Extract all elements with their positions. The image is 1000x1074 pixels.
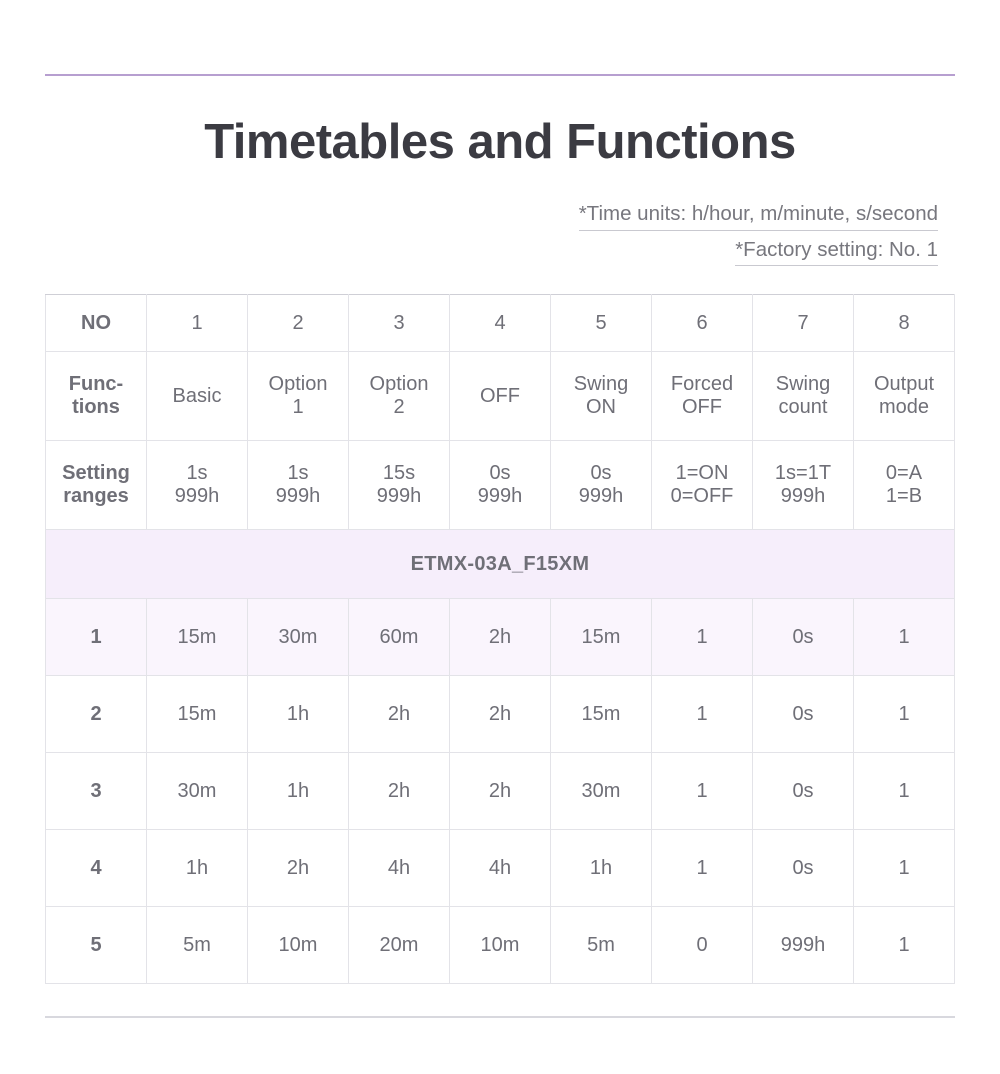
function-line1: Forced: [670, 373, 734, 396]
cell: 2h: [450, 753, 551, 830]
notes-block: [45, 201, 955, 272]
cell: 0s: [753, 676, 854, 753]
function-line1: Basic: [172, 384, 222, 407]
cell: 1h: [551, 830, 652, 907]
function-cell-8: [854, 352, 955, 441]
bottom-divider: [45, 1016, 955, 1018]
cell: 10m: [248, 907, 349, 984]
col-header-7: 7: [753, 295, 854, 352]
table-row: [46, 753, 955, 830]
table-row: [46, 907, 955, 984]
cell: 1: [854, 676, 955, 753]
cell: 10m: [450, 907, 551, 984]
cell: 4h: [349, 830, 450, 907]
cell: 0s: [753, 830, 854, 907]
range-line2: 999h: [780, 485, 826, 508]
range-line2: 1=B: [885, 485, 923, 508]
function-line1: Option: [369, 373, 429, 396]
function-line1: Output: [873, 373, 935, 396]
function-line1: OFF: [480, 384, 520, 407]
cell: 30m: [248, 599, 349, 676]
function-cell-3: [349, 352, 450, 441]
range-line2: 999h: [477, 485, 523, 508]
row-index: 5: [46, 907, 147, 984]
function-cell-7: [753, 352, 854, 441]
col-header-6: 6: [652, 295, 753, 352]
model-name: ETMX-03A_F15XM: [46, 530, 955, 599]
function-line2: 2: [393, 396, 405, 419]
range-line1: 0s: [489, 462, 511, 485]
cell: 2h: [450, 599, 551, 676]
range-line2: 0=OFF: [670, 485, 734, 508]
range-line2: 999h: [174, 485, 220, 508]
cell: 999h: [753, 907, 854, 984]
note-factory-setting: *Factory setting: No. 1: [735, 237, 938, 267]
cell: 1: [854, 599, 955, 676]
range-cell-1: [147, 441, 248, 530]
range-line1: 1s: [186, 462, 208, 485]
function-line2: 1: [292, 396, 304, 419]
cell: 15m: [551, 676, 652, 753]
row-header-functions-line1: Func-: [68, 373, 124, 396]
row-header-settings-line1: Setting: [62, 462, 130, 485]
function-cell-1: [147, 352, 248, 441]
range-line1: 1s=1T: [774, 462, 832, 485]
function-line2: mode: [878, 396, 930, 419]
cell: 60m: [349, 599, 450, 676]
cell: 1: [652, 599, 753, 676]
cell: 0s: [753, 599, 854, 676]
row-index: 3: [46, 753, 147, 830]
cell: 15m: [551, 599, 652, 676]
function-line2: count: [778, 396, 828, 419]
range-line1: 15s: [382, 462, 416, 485]
range-line1: 0=A: [885, 462, 923, 485]
range-cell-8: [854, 441, 955, 530]
table-row-functions: [46, 352, 955, 441]
row-index: 2: [46, 676, 147, 753]
table-row-setting-ranges: [46, 441, 955, 530]
cell: 1: [652, 676, 753, 753]
range-line2: 999h: [376, 485, 422, 508]
cell: 1h: [147, 830, 248, 907]
function-cell-2: [248, 352, 349, 441]
range-cell-2: [248, 441, 349, 530]
row-header-settings-line2: ranges: [63, 485, 129, 508]
table-row-no: [46, 295, 955, 352]
table-row: [46, 599, 955, 676]
row-index: 4: [46, 830, 147, 907]
function-line2: ON: [586, 396, 616, 419]
cell: 0s: [753, 753, 854, 830]
cell: 1: [652, 753, 753, 830]
range-cell-6: [652, 441, 753, 530]
cell: 30m: [551, 753, 652, 830]
function-line1: Swing: [573, 373, 629, 396]
col-header-3: 3: [349, 295, 450, 352]
table-row: [46, 676, 955, 753]
top-divider: [45, 74, 955, 76]
cell: 2h: [349, 676, 450, 753]
cell: 1: [854, 830, 955, 907]
cell: 4h: [450, 830, 551, 907]
cell: 20m: [349, 907, 450, 984]
col-header-5: 5: [551, 295, 652, 352]
range-cell-5: [551, 441, 652, 530]
cell: 1: [854, 907, 955, 984]
range-line2: 999h: [578, 485, 624, 508]
row-header-no: NO: [46, 295, 147, 352]
table-row: [46, 830, 955, 907]
function-cell-5: [551, 352, 652, 441]
cell: 2h: [349, 753, 450, 830]
function-cell-4: [450, 352, 551, 441]
document-page: [0, 74, 1000, 1074]
cell: 1h: [248, 676, 349, 753]
page-title: Timetables and Functions: [204, 115, 796, 169]
function-line1: Swing: [775, 373, 831, 396]
function-line1: Option: [268, 373, 328, 396]
function-cell-6: [652, 352, 753, 441]
col-header-2: 2: [248, 295, 349, 352]
row-header-functions-line2: tions: [72, 396, 120, 419]
col-header-1: 1: [147, 295, 248, 352]
cell: 1: [854, 753, 955, 830]
row-header-functions: [46, 352, 147, 441]
note-time-units: *Time units: h/hour, m/minute, s/second: [579, 201, 938, 231]
cell: 15m: [147, 599, 248, 676]
cell: 2h: [248, 830, 349, 907]
cell: 1h: [248, 753, 349, 830]
range-cell-3: [349, 441, 450, 530]
range-cell-7: [753, 441, 854, 530]
cell: 0: [652, 907, 753, 984]
cell: 5m: [551, 907, 652, 984]
function-line2: OFF: [682, 396, 722, 419]
range-line2: 999h: [275, 485, 321, 508]
cell: 1: [652, 830, 753, 907]
cell: 15m: [147, 676, 248, 753]
col-header-8: 8: [854, 295, 955, 352]
model-band-row: [46, 530, 955, 599]
range-line1: 1s: [287, 462, 309, 485]
row-header-setting-ranges: [46, 441, 147, 530]
cell: 5m: [147, 907, 248, 984]
cell: 2h: [450, 676, 551, 753]
range-cell-4: [450, 441, 551, 530]
timetable: [45, 294, 955, 984]
range-line1: 0s: [590, 462, 612, 485]
row-index: 1: [46, 599, 147, 676]
range-line1: 1=ON: [675, 462, 729, 485]
col-header-4: 4: [450, 295, 551, 352]
cell: 30m: [147, 753, 248, 830]
